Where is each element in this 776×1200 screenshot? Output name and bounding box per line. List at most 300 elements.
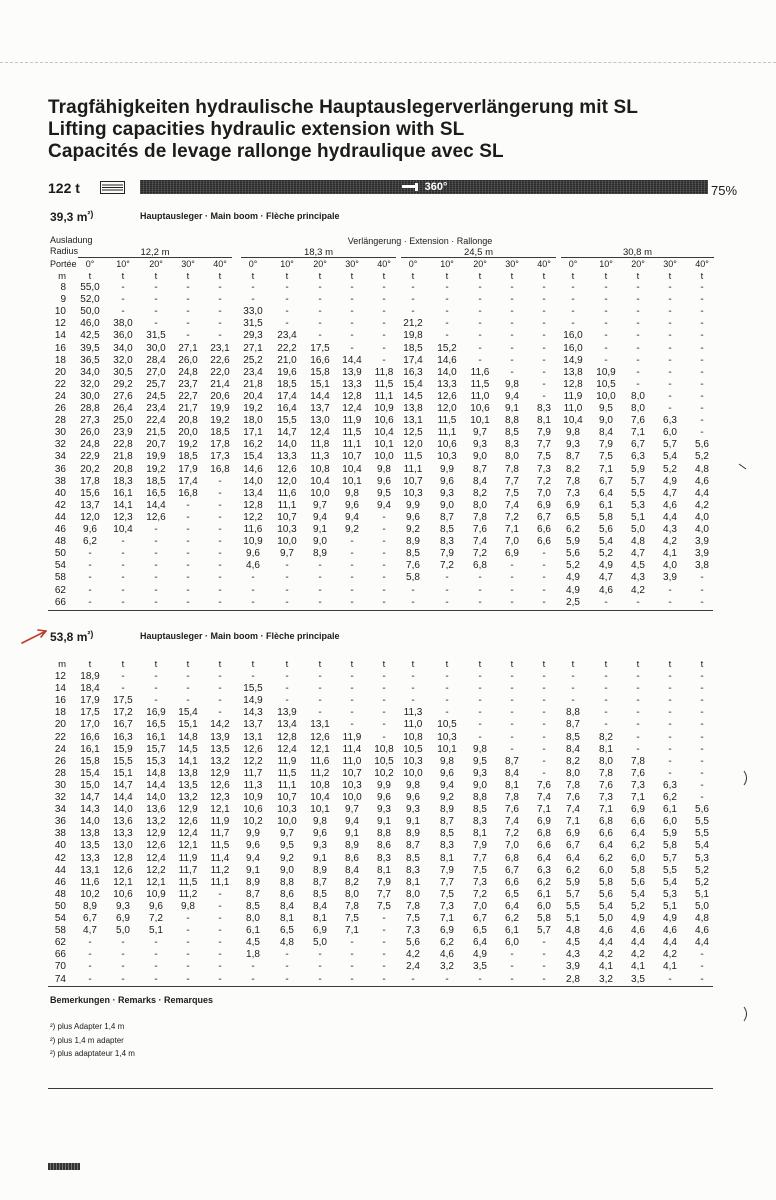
load-value: 20,2 <box>80 463 100 475</box>
load-value: - <box>604 596 608 608</box>
offset-angle-label: 0° <box>248 259 258 269</box>
load-value: - <box>186 524 190 535</box>
load-value: 4,4 <box>631 937 645 949</box>
load-value: 4,6 <box>695 925 709 937</box>
load-value: 7,5 <box>406 913 420 924</box>
load-value: 25,7 <box>146 378 166 390</box>
load-value: - <box>478 342 482 354</box>
load-value: 5,7 <box>663 439 677 451</box>
load-value: 30,0 <box>80 390 100 402</box>
load-value: 8,4 <box>313 900 327 912</box>
load-value: 8,5 <box>566 731 580 743</box>
load-value: 15,5 <box>277 415 297 427</box>
load-value: - <box>285 949 289 961</box>
load-value: 8,7 <box>566 719 580 731</box>
load-value: 5,3 <box>663 888 677 900</box>
load-value: 10,9 <box>146 888 166 900</box>
load-value: 8,0 <box>406 888 420 900</box>
load-value: 4,1 <box>663 961 677 973</box>
load-value: - <box>88 584 92 596</box>
load-value: 21,7 <box>178 403 198 414</box>
load-value: 9,9 <box>440 463 454 475</box>
load-value: 3,9 <box>695 536 709 548</box>
load-value: - <box>382 560 386 572</box>
load-value: 16,3 <box>403 366 423 378</box>
load-value: - <box>88 937 92 949</box>
load-value: - <box>700 342 704 354</box>
load-value: 11,5 <box>277 767 297 779</box>
load-value: 5,6 <box>599 888 613 900</box>
load-value: - <box>382 913 386 924</box>
load-value: 6,0 <box>663 816 677 828</box>
load-value: 13,8 <box>178 767 198 779</box>
load-value: 6,4 <box>599 840 613 852</box>
radius-value: 16 <box>54 342 66 354</box>
load-value: 9,7 <box>345 804 359 816</box>
radius-value: 38 <box>54 475 66 487</box>
radius-value: 58 <box>54 925 66 937</box>
load-value: - <box>411 306 415 318</box>
load-value: 2,5 <box>566 596 580 608</box>
load-value: - <box>542 937 546 949</box>
load-value: - <box>382 731 386 743</box>
load-value: 10,8 <box>374 743 394 755</box>
load-value: - <box>154 961 158 973</box>
load-value: - <box>478 306 482 318</box>
radius-value: 54 <box>54 560 66 572</box>
load-value: 8,6 <box>377 840 391 852</box>
radius-value: 24 <box>54 390 66 402</box>
load-value: - <box>478 584 482 596</box>
load-value: 23,4 <box>277 330 297 342</box>
load-value: - <box>542 560 546 572</box>
load-value: - <box>510 294 514 306</box>
load-value: 6,9 <box>631 804 645 816</box>
load-value: - <box>604 330 608 342</box>
load-value: 5,5 <box>566 900 580 912</box>
load-value: - <box>154 524 158 535</box>
slew-angle-label: 360° <box>424 181 448 193</box>
load-value: 6,9 <box>313 925 327 937</box>
load-value: 8,5 <box>440 524 454 535</box>
load-value: 4,4 <box>695 937 709 949</box>
load-value: 9,0 <box>473 779 487 791</box>
load-value: 11,0 <box>563 403 583 414</box>
load-value: 8,8 <box>377 828 391 840</box>
load-value: - <box>668 354 672 366</box>
load-value: - <box>571 671 575 682</box>
load-value: - <box>700 767 704 779</box>
load-value: - <box>121 572 125 584</box>
load-value: 26,0 <box>80 427 100 439</box>
load-value: 9,7 <box>280 828 294 840</box>
load-value: - <box>668 719 672 731</box>
counterweight-label: 122 t <box>48 180 80 196</box>
load-value: 13,7 <box>243 719 263 731</box>
load-value: 8,3 <box>440 840 454 852</box>
load-value: 7,8 <box>406 900 420 912</box>
load-value: - <box>218 475 222 487</box>
load-value: - <box>411 671 415 682</box>
load-value: 14,0 <box>146 792 166 803</box>
load-value: 27,3 <box>80 415 100 427</box>
radius-value: 38 <box>54 828 66 840</box>
load-value: - <box>636 294 640 306</box>
load-value: 5,0 <box>599 913 613 924</box>
load-value: - <box>542 306 546 318</box>
load-value: 10,7 <box>277 511 297 523</box>
load-value: - <box>186 973 190 985</box>
load-value: - <box>121 596 125 608</box>
load-value: 9,4 <box>313 511 327 523</box>
load-unit-label: t <box>251 659 255 670</box>
load-value: 4,6 <box>599 925 613 937</box>
load-value: 39,5 <box>80 342 100 354</box>
main-boom-length-value: 53,8 m <box>50 630 88 644</box>
load-value: - <box>251 282 255 293</box>
load-value: - <box>478 695 482 707</box>
radius-value: 28 <box>54 415 66 427</box>
load-value: 13,3 <box>80 852 100 864</box>
load-value: - <box>636 707 640 719</box>
load-value: 7,9 <box>440 548 454 560</box>
load-value: 10,1 <box>470 415 490 427</box>
load-value: 6,7 <box>599 475 613 487</box>
load-value: - <box>510 282 514 293</box>
load-value: 9,4 <box>505 390 519 402</box>
load-value: 12,4 <box>178 828 198 840</box>
load-value: 23,7 <box>178 378 198 390</box>
load-value: 9,0 <box>280 864 294 876</box>
load-value: 9,8 <box>377 463 391 475</box>
load-value: 10,5 <box>596 378 616 390</box>
load-value: 24,8 <box>178 366 198 378</box>
load-unit-label: t <box>186 659 190 670</box>
load-value: - <box>668 282 672 293</box>
load-value: - <box>542 719 546 731</box>
load-unit-label: t <box>88 659 92 670</box>
load-value: 16,6 <box>310 354 330 366</box>
load-value: - <box>636 378 640 390</box>
load-value: 9,2 <box>440 792 454 803</box>
load-value: 6,4 <box>473 937 487 949</box>
load-value: 13,7 <box>80 499 100 511</box>
load-value: 55,0 <box>80 282 100 293</box>
load-value: - <box>510 961 514 973</box>
load-value: - <box>668 390 672 402</box>
load-value: 5,2 <box>663 463 677 475</box>
load-value: 6,1 <box>246 925 260 937</box>
load-value: 7,6 <box>537 779 551 791</box>
load-value: - <box>700 390 704 402</box>
load-value: - <box>636 683 640 695</box>
load-value: 8,2 <box>473 487 487 499</box>
radius-value: 20 <box>54 366 66 378</box>
offset-angle-label: 0° <box>85 259 95 269</box>
load-value: - <box>700 779 704 791</box>
load-value: 23,4 <box>146 403 166 414</box>
load-value: 6,4 <box>599 487 613 499</box>
load-value: - <box>571 318 575 330</box>
load-value: - <box>318 306 322 318</box>
load-value: - <box>411 596 415 608</box>
load-value: 9,9 <box>406 499 420 511</box>
radius-value: 46 <box>54 524 66 535</box>
load-value: 9,0 <box>473 451 487 463</box>
load-value: - <box>88 572 92 584</box>
load-value: - <box>350 548 354 560</box>
load-value: - <box>542 596 546 608</box>
load-value: 6,1 <box>505 925 519 937</box>
offset-angle-label: 20° <box>631 259 645 269</box>
load-value: 18,5 <box>403 342 423 354</box>
load-value: - <box>350 973 354 985</box>
load-value: 7,3 <box>537 463 551 475</box>
load-value: 11,3 <box>403 707 423 719</box>
load-value: 7,6 <box>566 792 580 803</box>
load-value: 15,1 <box>310 378 330 390</box>
load-value: 12,8 <box>342 390 362 402</box>
load-value: 7,3 <box>566 487 580 499</box>
load-value: 7,0 <box>505 840 519 852</box>
load-value: 19,2 <box>210 415 230 427</box>
load-value: 6,9 <box>537 499 551 511</box>
radius-value: 44 <box>54 864 66 876</box>
load-value: 8,5 <box>440 828 454 840</box>
load-value: 6,7 <box>505 864 519 876</box>
load-value: - <box>186 961 190 973</box>
load-value: 7,4 <box>473 536 487 548</box>
load-value: - <box>478 671 482 682</box>
load-value: - <box>478 707 482 719</box>
load-value: 5,6 <box>566 548 580 560</box>
load-value: 9,4 <box>440 779 454 791</box>
load-value: 7,8 <box>566 475 580 487</box>
load-value: 8,1 <box>473 828 487 840</box>
load-value: - <box>571 306 575 318</box>
load-value: 7,1 <box>566 816 580 828</box>
load-value: 4,2 <box>631 584 645 596</box>
load-value: - <box>510 366 514 378</box>
load-unit-label: t <box>542 659 546 670</box>
load-value: 8,4 <box>280 900 294 912</box>
load-value: 14,5 <box>403 390 423 402</box>
load-value: 9,9 <box>377 779 391 791</box>
remark-note-english: ²) plus 1,4 m adapter <box>50 1036 124 1045</box>
load-value: 6,2 <box>599 852 613 864</box>
load-value: - <box>350 683 354 695</box>
load-value: 15,5 <box>243 683 263 695</box>
load-value: 8,1 <box>537 415 551 427</box>
load-value: - <box>700 695 704 707</box>
load-unit-label: t <box>411 659 415 670</box>
load-value: 4,6 <box>631 925 645 937</box>
load-value: - <box>88 560 92 572</box>
load-value: - <box>542 330 546 342</box>
load-value: 22,0 <box>210 366 230 378</box>
load-value: - <box>121 683 125 695</box>
load-value: - <box>700 378 704 390</box>
load-value: 17,4 <box>403 354 423 366</box>
load-unit-label: t <box>636 271 640 282</box>
load-value: 5,7 <box>566 888 580 900</box>
load-unit-label: t <box>668 271 672 282</box>
load-value: 13,5 <box>210 743 230 755</box>
load-value: 8,8 <box>473 792 487 803</box>
load-value: - <box>285 584 289 596</box>
load-value: - <box>218 913 222 924</box>
load-value: 7,8 <box>345 900 359 912</box>
load-value: 8,4 <box>345 864 359 876</box>
load-unit-label: t <box>121 659 125 670</box>
load-value: 8,2 <box>566 755 580 767</box>
load-value: - <box>285 695 289 707</box>
load-value: 6,2 <box>83 536 97 548</box>
load-value: - <box>251 961 255 973</box>
load-value: 8,9 <box>313 864 327 876</box>
load-value: 6,4 <box>537 852 551 864</box>
load-value: - <box>318 584 322 596</box>
load-value: 11,2 <box>310 767 330 779</box>
radius-value: 32 <box>54 439 66 451</box>
load-value: - <box>318 294 322 306</box>
load-value: - <box>121 973 125 985</box>
load-value: 6,3 <box>631 451 645 463</box>
load-value: 7,5 <box>473 864 487 876</box>
load-value: 7,6 <box>631 415 645 427</box>
load-value: 11,5 <box>178 876 198 888</box>
load-value: 9,2 <box>280 852 294 864</box>
load-value: - <box>445 318 449 330</box>
radius-value: 20 <box>54 719 66 731</box>
load-value: 27,6 <box>113 390 133 402</box>
load-value: - <box>318 973 322 985</box>
load-value: 21,2 <box>403 318 423 330</box>
load-value: - <box>636 671 640 682</box>
load-value: - <box>382 524 386 535</box>
load-value: 15,8 <box>310 366 330 378</box>
load-value: - <box>186 511 190 523</box>
load-value: - <box>218 572 222 584</box>
load-value: - <box>668 671 672 682</box>
radius-value: 22 <box>54 731 66 743</box>
load-value: 12,2 <box>146 864 166 876</box>
load-value: 12,3 <box>113 511 133 523</box>
load-value: 22,2 <box>277 342 297 354</box>
load-value: 4,8 <box>280 937 294 949</box>
load-value: - <box>382 925 386 937</box>
load-value: - <box>154 572 158 584</box>
load-value: 5,6 <box>631 876 645 888</box>
load-value: 12,3 <box>210 792 230 803</box>
load-value: 12,4 <box>310 427 330 439</box>
load-value: 34,0 <box>80 366 100 378</box>
load-value: 6,0 <box>599 864 613 876</box>
load-value: - <box>186 913 190 924</box>
load-unit-label: t <box>668 659 672 670</box>
load-value: 16,3 <box>113 731 133 743</box>
load-value: 4,9 <box>631 913 645 924</box>
load-value: 6,2 <box>631 840 645 852</box>
load-value: 20,6 <box>210 390 230 402</box>
load-value: - <box>382 306 386 318</box>
load-value: 5,0 <box>116 925 130 937</box>
load-value: 8,9 <box>406 536 420 548</box>
load-value: 8,0 <box>505 451 519 463</box>
load-value: 16,0 <box>563 330 583 342</box>
radius-value: 12 <box>54 671 66 682</box>
load-value: - <box>668 330 672 342</box>
load-value: - <box>218 671 222 682</box>
load-value: - <box>542 354 546 366</box>
load-value: 5,0 <box>631 524 645 535</box>
offset-angle-label: 40° <box>213 259 227 269</box>
load-value: - <box>411 973 415 985</box>
load-value: 9,2 <box>345 524 359 535</box>
load-value: 8,0 <box>473 499 487 511</box>
load-value: - <box>382 683 386 695</box>
load-value: - <box>350 294 354 306</box>
load-value: 11,5 <box>210 840 230 852</box>
load-value: - <box>411 584 415 596</box>
load-value: 9,7 <box>313 499 327 511</box>
load-value: 10,3 <box>277 524 297 535</box>
load-value: 7,4 <box>537 792 551 803</box>
load-value: 7,1 <box>631 792 645 803</box>
load-value: 8,7 <box>246 888 260 900</box>
load-value: - <box>382 294 386 306</box>
load-value: - <box>154 294 158 306</box>
offset-angle-label: 0° <box>568 259 578 269</box>
load-value: 10,1 <box>342 475 362 487</box>
radius-value: 36 <box>54 463 66 475</box>
load-value: - <box>445 973 449 985</box>
load-value: 7,9 <box>599 439 613 451</box>
load-value: - <box>88 949 92 961</box>
load-value: 11,1 <box>374 390 394 402</box>
load-value: 8,3 <box>473 816 487 828</box>
load-value: - <box>350 572 354 584</box>
radius-value: 46 <box>54 876 66 888</box>
load-value: 7,1 <box>440 913 454 924</box>
load-value: 7,0 <box>473 900 487 912</box>
load-value: 9,0 <box>440 499 454 511</box>
load-unit-label: t <box>154 659 158 670</box>
load-value: 6,4 <box>566 852 580 864</box>
load-value: 12,8 <box>243 499 263 511</box>
load-value: 28,8 <box>80 403 100 414</box>
load-value: 10,4 <box>310 475 330 487</box>
load-value: - <box>445 572 449 584</box>
load-value: 9,6 <box>313 828 327 840</box>
load-value: 29,3 <box>243 330 263 342</box>
load-value: - <box>382 572 386 584</box>
load-value: 6,7 <box>83 913 97 924</box>
load-value: - <box>318 671 322 682</box>
load-value: 5,0 <box>695 900 709 912</box>
load-value: 9,7 <box>280 548 294 560</box>
load-value: 23,1 <box>210 342 230 354</box>
load-value: - <box>604 354 608 366</box>
extension-label: Verlängerung · Extension · Rallonge <box>347 236 493 246</box>
load-value: 15,0 <box>80 779 100 791</box>
load-value: 10,0 <box>310 487 330 499</box>
load-value: 8,9 <box>406 828 420 840</box>
load-value: - <box>285 961 289 973</box>
radius-value: 24 <box>54 743 66 755</box>
load-value: 4,3 <box>566 949 580 961</box>
load-value: 13,1 <box>310 719 330 731</box>
